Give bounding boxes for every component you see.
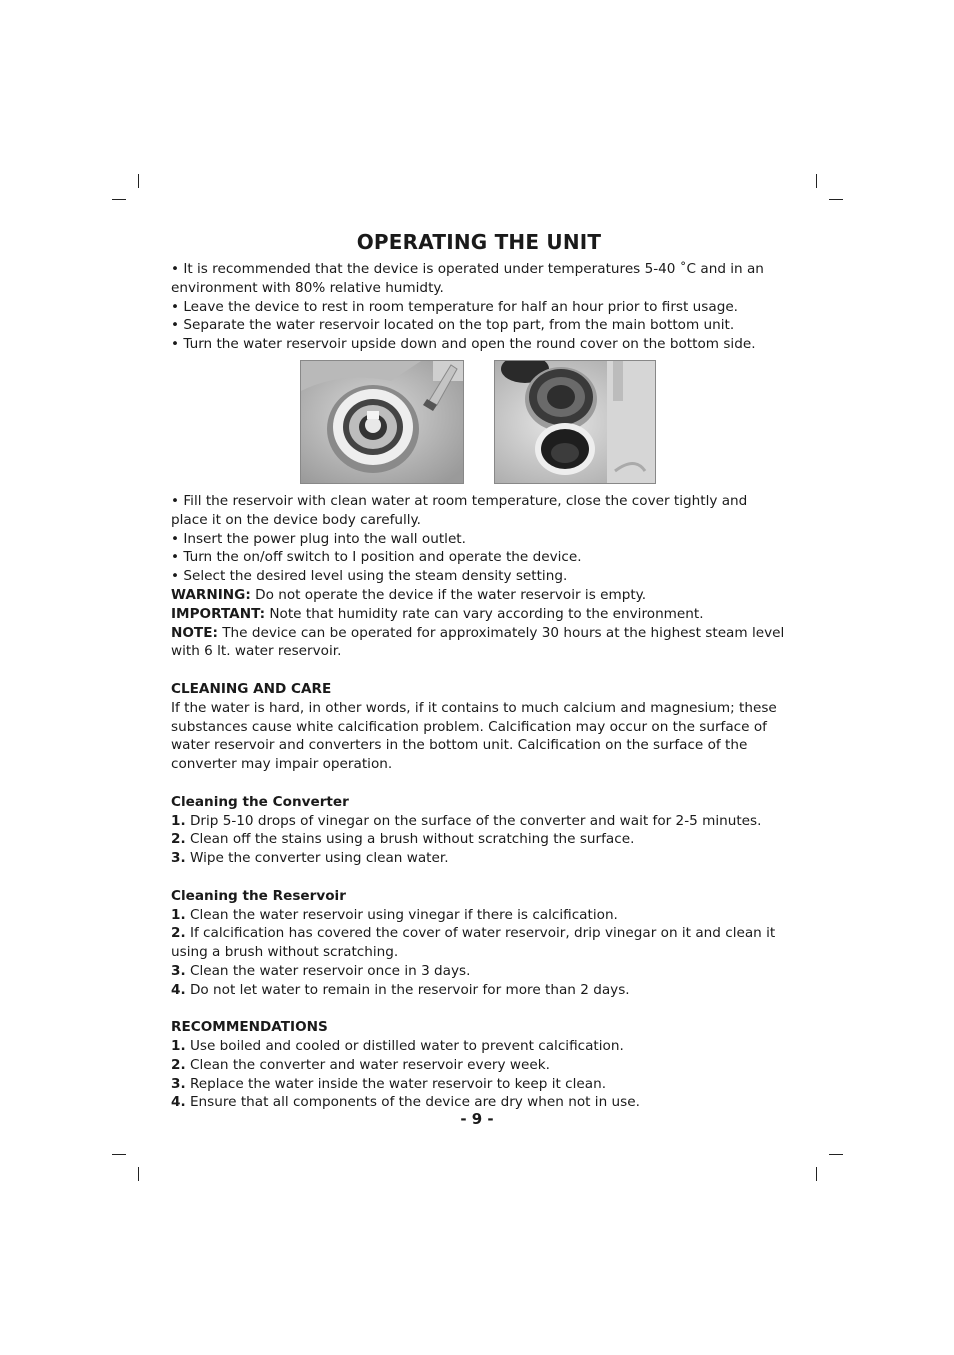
- crop-mark: [112, 199, 126, 200]
- section-heading-cleaning: CLEANING AND CARE: [171, 680, 332, 697]
- bullet-item: • Turn the on/off switch to I position and operate the device.: [171, 549, 582, 566]
- reservoir-cover-open-photo: [494, 360, 656, 484]
- step-text: Do not let water to remain in the reservoir for more than 2 days.: [185, 981, 630, 998]
- important-note: [171, 605, 787, 624]
- bullet-item: • Fill the reservoir with clean water at room temperature, close the cover tightly and place it on the device body carefully.: [171, 492, 748, 528]
- warning-text: Do not operate the device if the water reservoir is empty.: [250, 586, 647, 603]
- warning-label: WARNING:: [171, 586, 251, 603]
- list-item: [171, 906, 787, 925]
- spacer: [171, 661, 787, 680]
- bullet-item: • It is recommended that the device is operated under temperatures 5-40 ˚C and in an environment with 80% relative humidty.: [171, 261, 764, 296]
- section-heading-reservoir: Cleaning the Reservoir: [171, 887, 346, 904]
- bullet-item: • Separate the water reservoir located on the top part, from the main bottom unit.: [171, 317, 735, 334]
- step-number: 2.: [171, 925, 186, 942]
- list-item: [171, 849, 787, 868]
- step-text: Replace the water inside the water reservoir to keep it clean.: [185, 1075, 607, 1092]
- crop-mark: [138, 174, 139, 188]
- step-text: Use boiled and cooled or distilled water to prevent calcification.: [185, 1038, 624, 1055]
- spacer: [171, 1000, 787, 1019]
- step-number: 2.: [171, 1056, 186, 1073]
- step-number: 1.: [171, 906, 186, 923]
- list-item: [171, 924, 787, 962]
- section-heading-recommendations: RECOMMENDATIONS: [171, 1019, 328, 1036]
- step-text: Clean the water reservoir using vinegar if there is calcification.: [185, 906, 618, 923]
- crop-mark: [829, 199, 843, 200]
- step-number: 1.: [171, 812, 186, 829]
- spacer: [171, 774, 787, 793]
- important-text: Note that humidity rate can vary according to the environment.: [265, 605, 704, 622]
- cleaning-paragraph: If the water is hard, in other words, if it contains to much calcium and magnesium; these substances cause white calcification problem. Calcification may occur on the surface of water reservoir and converters in the bottom unit. Calcification on the surface of the converter may impair operation.: [171, 699, 777, 773]
- step-number: 4.: [171, 981, 186, 998]
- step-number: 2.: [171, 831, 186, 848]
- step-text: Clean the water reservoir once in 3 days.: [185, 962, 471, 979]
- bullet-item: • Insert the power plug into the wall outlet.: [171, 530, 466, 547]
- step-text: Wipe the converter using clean water.: [185, 850, 449, 867]
- crop-mark: [816, 174, 817, 188]
- page-number: - 9 -: [460, 1110, 494, 1128]
- step-number: 3.: [171, 962, 186, 979]
- step-number: 3.: [171, 1075, 186, 1092]
- crop-mark: [829, 1154, 843, 1155]
- step-number: 4.: [171, 1094, 186, 1111]
- note: [171, 624, 787, 662]
- step-text: Drip 5-10 drops of vinegar on the surface of the converter and wait for 2-5 minutes.: [185, 812, 762, 829]
- photo-row: [171, 360, 787, 488]
- step-number: 3.: [171, 850, 186, 867]
- note-text: The device can be operated for approximately 30 hours at the highest steam level with 6 lt. water reservoir.: [171, 624, 785, 660]
- list-item: [171, 1075, 787, 1094]
- bullet-item: • Select the desired level using the steam density setting.: [171, 568, 568, 585]
- list-item: [171, 812, 787, 831]
- step-text: Clean the converter and water reservoir every week.: [185, 1056, 550, 1073]
- section-heading-converter: Cleaning the Converter: [171, 793, 349, 810]
- crop-mark: [138, 1167, 139, 1181]
- list-item: [171, 1037, 787, 1056]
- step-text: If calcification has covered the cover of water reservoir, drip vinegar on it and clean it using a brush without scratching.: [171, 925, 776, 961]
- crop-mark: [816, 1167, 817, 1181]
- step-text: Ensure that all components of the device are dry when not in use.: [185, 1094, 640, 1111]
- step-text: Clean off the stains using a brush without scratching the surface.: [185, 831, 635, 848]
- page-title: OPERATING THE UNIT: [356, 230, 602, 254]
- warning-note: [171, 586, 787, 605]
- list-item: [171, 1056, 787, 1075]
- note-label: NOTE:: [171, 624, 218, 641]
- spacer: [171, 868, 787, 887]
- page-content: [171, 228, 787, 1112]
- bullet-item: • Leave the device to rest in room temperature for half an hour prior to first usage.: [171, 298, 739, 315]
- list-item: [171, 830, 787, 849]
- important-label: IMPORTANT:: [171, 605, 266, 622]
- bullet-item: • Turn the water reservoir upside down and open the round cover on the bottom side.: [171, 336, 756, 353]
- reservoir-cover-closed-photo: [300, 360, 464, 484]
- list-item: [171, 981, 787, 1000]
- crop-mark: [112, 1154, 126, 1155]
- step-number: 1.: [171, 1038, 186, 1055]
- list-item: [171, 962, 787, 981]
